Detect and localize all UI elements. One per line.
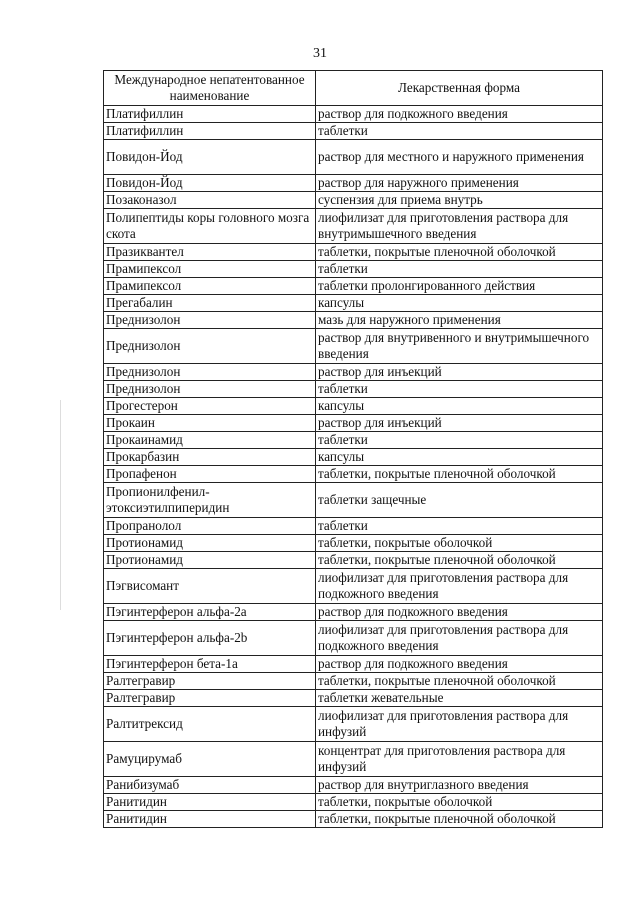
form-cell: капсулы <box>316 295 603 312</box>
table-row <box>104 432 603 449</box>
table-row <box>104 518 603 535</box>
table-row <box>104 535 603 552</box>
inn-cell: Пэгинтерферон бета-1а <box>104 656 316 673</box>
form-cell: таблетки <box>316 518 603 535</box>
table-row <box>104 656 603 673</box>
scan-margin-line <box>60 400 61 610</box>
table-row <box>104 794 603 811</box>
inn-cell: Прокаинамид <box>104 432 316 449</box>
inn-cell: Пропранолол <box>104 518 316 535</box>
form-cell: раствор для внутривенного и внутримышечного введения <box>316 329 603 364</box>
table-row <box>104 604 603 621</box>
inn-cell: Платифиллин <box>104 106 316 123</box>
form-cell: таблетки, покрытые оболочкой <box>316 535 603 552</box>
form-cell: раствор для подкожного введения <box>316 656 603 673</box>
inn-cell: Повидон-Йод <box>104 140 316 175</box>
inn-cell: Преднизолон <box>104 329 316 364</box>
table-row <box>104 295 603 312</box>
table-row <box>104 244 603 261</box>
table-row <box>104 552 603 569</box>
table-row <box>104 192 603 209</box>
header-inn: Международное непатентованное наименование <box>104 71 316 106</box>
table-row <box>104 398 603 415</box>
table-row <box>104 329 603 364</box>
form-cell: таблетки <box>316 123 603 140</box>
form-cell: таблетки, покрытые пленочной оболочкой <box>316 466 603 483</box>
inn-cell: Рамуцирумаб <box>104 742 316 777</box>
inn-cell: Прегабалин <box>104 295 316 312</box>
form-cell: таблетки, покрытые пленочной оболочкой <box>316 673 603 690</box>
inn-cell: Ралтегравир <box>104 673 316 690</box>
form-cell: таблетки, покрытые пленочной оболочкой <box>316 811 603 828</box>
inn-cell: Пэгинтерферон альфа-2а <box>104 604 316 621</box>
inn-cell: Протионамид <box>104 552 316 569</box>
table-row <box>104 312 603 329</box>
table-row <box>104 278 603 295</box>
inn-cell: Позаконазол <box>104 192 316 209</box>
form-cell: капсулы <box>316 398 603 415</box>
table-row <box>104 140 603 175</box>
form-cell: таблетки <box>316 381 603 398</box>
form-cell: мазь для наружного применения <box>316 312 603 329</box>
table-row <box>104 449 603 466</box>
page-number: 31 <box>313 46 327 61</box>
inn-cell: Платифиллин <box>104 123 316 140</box>
form-cell: раствор для подкожного введения <box>316 106 603 123</box>
table-header-row <box>104 71 603 106</box>
form-cell: таблетки жевательные <box>316 690 603 707</box>
inn-cell: Прамипексол <box>104 261 316 278</box>
form-cell: суспензия для приема внутрь <box>316 192 603 209</box>
table-row <box>104 811 603 828</box>
form-cell: лиофилизат для приготовления раствора для внутримышечного введения <box>316 209 603 244</box>
form-cell: раствор для местного и наружного применения <box>316 140 603 175</box>
table-row <box>104 123 603 140</box>
table-row <box>104 569 603 604</box>
table-row <box>104 707 603 742</box>
inn-cell: Прамипексол <box>104 278 316 295</box>
form-cell: таблетки пролонгированного действия <box>316 278 603 295</box>
inn-cell: Празиквантел <box>104 244 316 261</box>
inn-cell: Прогестерон <box>104 398 316 415</box>
table-row <box>104 690 603 707</box>
inn-cell: Прокарбазин <box>104 449 316 466</box>
form-cell: таблетки, покрытые оболочкой <box>316 794 603 811</box>
form-cell: таблетки защечные <box>316 483 603 518</box>
inn-cell: Преднизолон <box>104 381 316 398</box>
table-row <box>104 364 603 381</box>
form-cell: лиофилизат для приготовления раствора для подкожного введения <box>316 569 603 604</box>
inn-cell: Преднизолон <box>104 364 316 381</box>
table-row <box>104 106 603 123</box>
form-cell: раствор для подкожного введения <box>316 604 603 621</box>
table-row <box>104 483 603 518</box>
form-cell: таблетки <box>316 261 603 278</box>
drug-table <box>103 70 603 828</box>
table-row <box>104 175 603 192</box>
inn-cell: Ранитидин <box>104 811 316 828</box>
inn-cell: Пропафенон <box>104 466 316 483</box>
table-row <box>104 261 603 278</box>
inn-cell: Полипептиды коры головного мозга скота <box>104 209 316 244</box>
inn-cell: Преднизолон <box>104 312 316 329</box>
inn-cell: Пэгинтерферон альфа-2b <box>104 621 316 656</box>
table-row <box>104 742 603 777</box>
table-row <box>104 777 603 794</box>
table-row <box>104 381 603 398</box>
form-cell: лиофилизат для приготовления раствора для подкожного введения <box>316 621 603 656</box>
form-cell: лиофилизат для приготовления раствора для инфузий <box>316 707 603 742</box>
form-cell: таблетки <box>316 432 603 449</box>
form-cell: раствор для инъекций <box>316 364 603 381</box>
form-cell: раствор для инъекций <box>316 415 603 432</box>
inn-cell: Пропионилфенил-этоксиэтилпиперидин <box>104 483 316 518</box>
form-cell: раствор для внутриглазного введения <box>316 777 603 794</box>
form-cell: раствор для наружного применения <box>316 175 603 192</box>
form-cell: концентрат для приготовления раствора для инфузий <box>316 742 603 777</box>
table-row <box>104 621 603 656</box>
table-row <box>104 209 603 244</box>
table-row <box>104 466 603 483</box>
inn-cell: Протионамид <box>104 535 316 552</box>
inn-cell: Ралтегравир <box>104 690 316 707</box>
table-row <box>104 415 603 432</box>
inn-cell: Ранитидин <box>104 794 316 811</box>
inn-cell: Ранибизумаб <box>104 777 316 794</box>
header-dosage-form: Лекарственная форма <box>316 71 603 106</box>
inn-cell: Ралтитрексид <box>104 707 316 742</box>
inn-cell: Прокаин <box>104 415 316 432</box>
form-cell: таблетки, покрытые пленочной оболочкой <box>316 552 603 569</box>
inn-cell: Повидон-Йод <box>104 175 316 192</box>
table-row <box>104 673 603 690</box>
form-cell: таблетки, покрытые пленочной оболочкой <box>316 244 603 261</box>
form-cell: капсулы <box>316 449 603 466</box>
inn-cell: Пэгвисомант <box>104 569 316 604</box>
